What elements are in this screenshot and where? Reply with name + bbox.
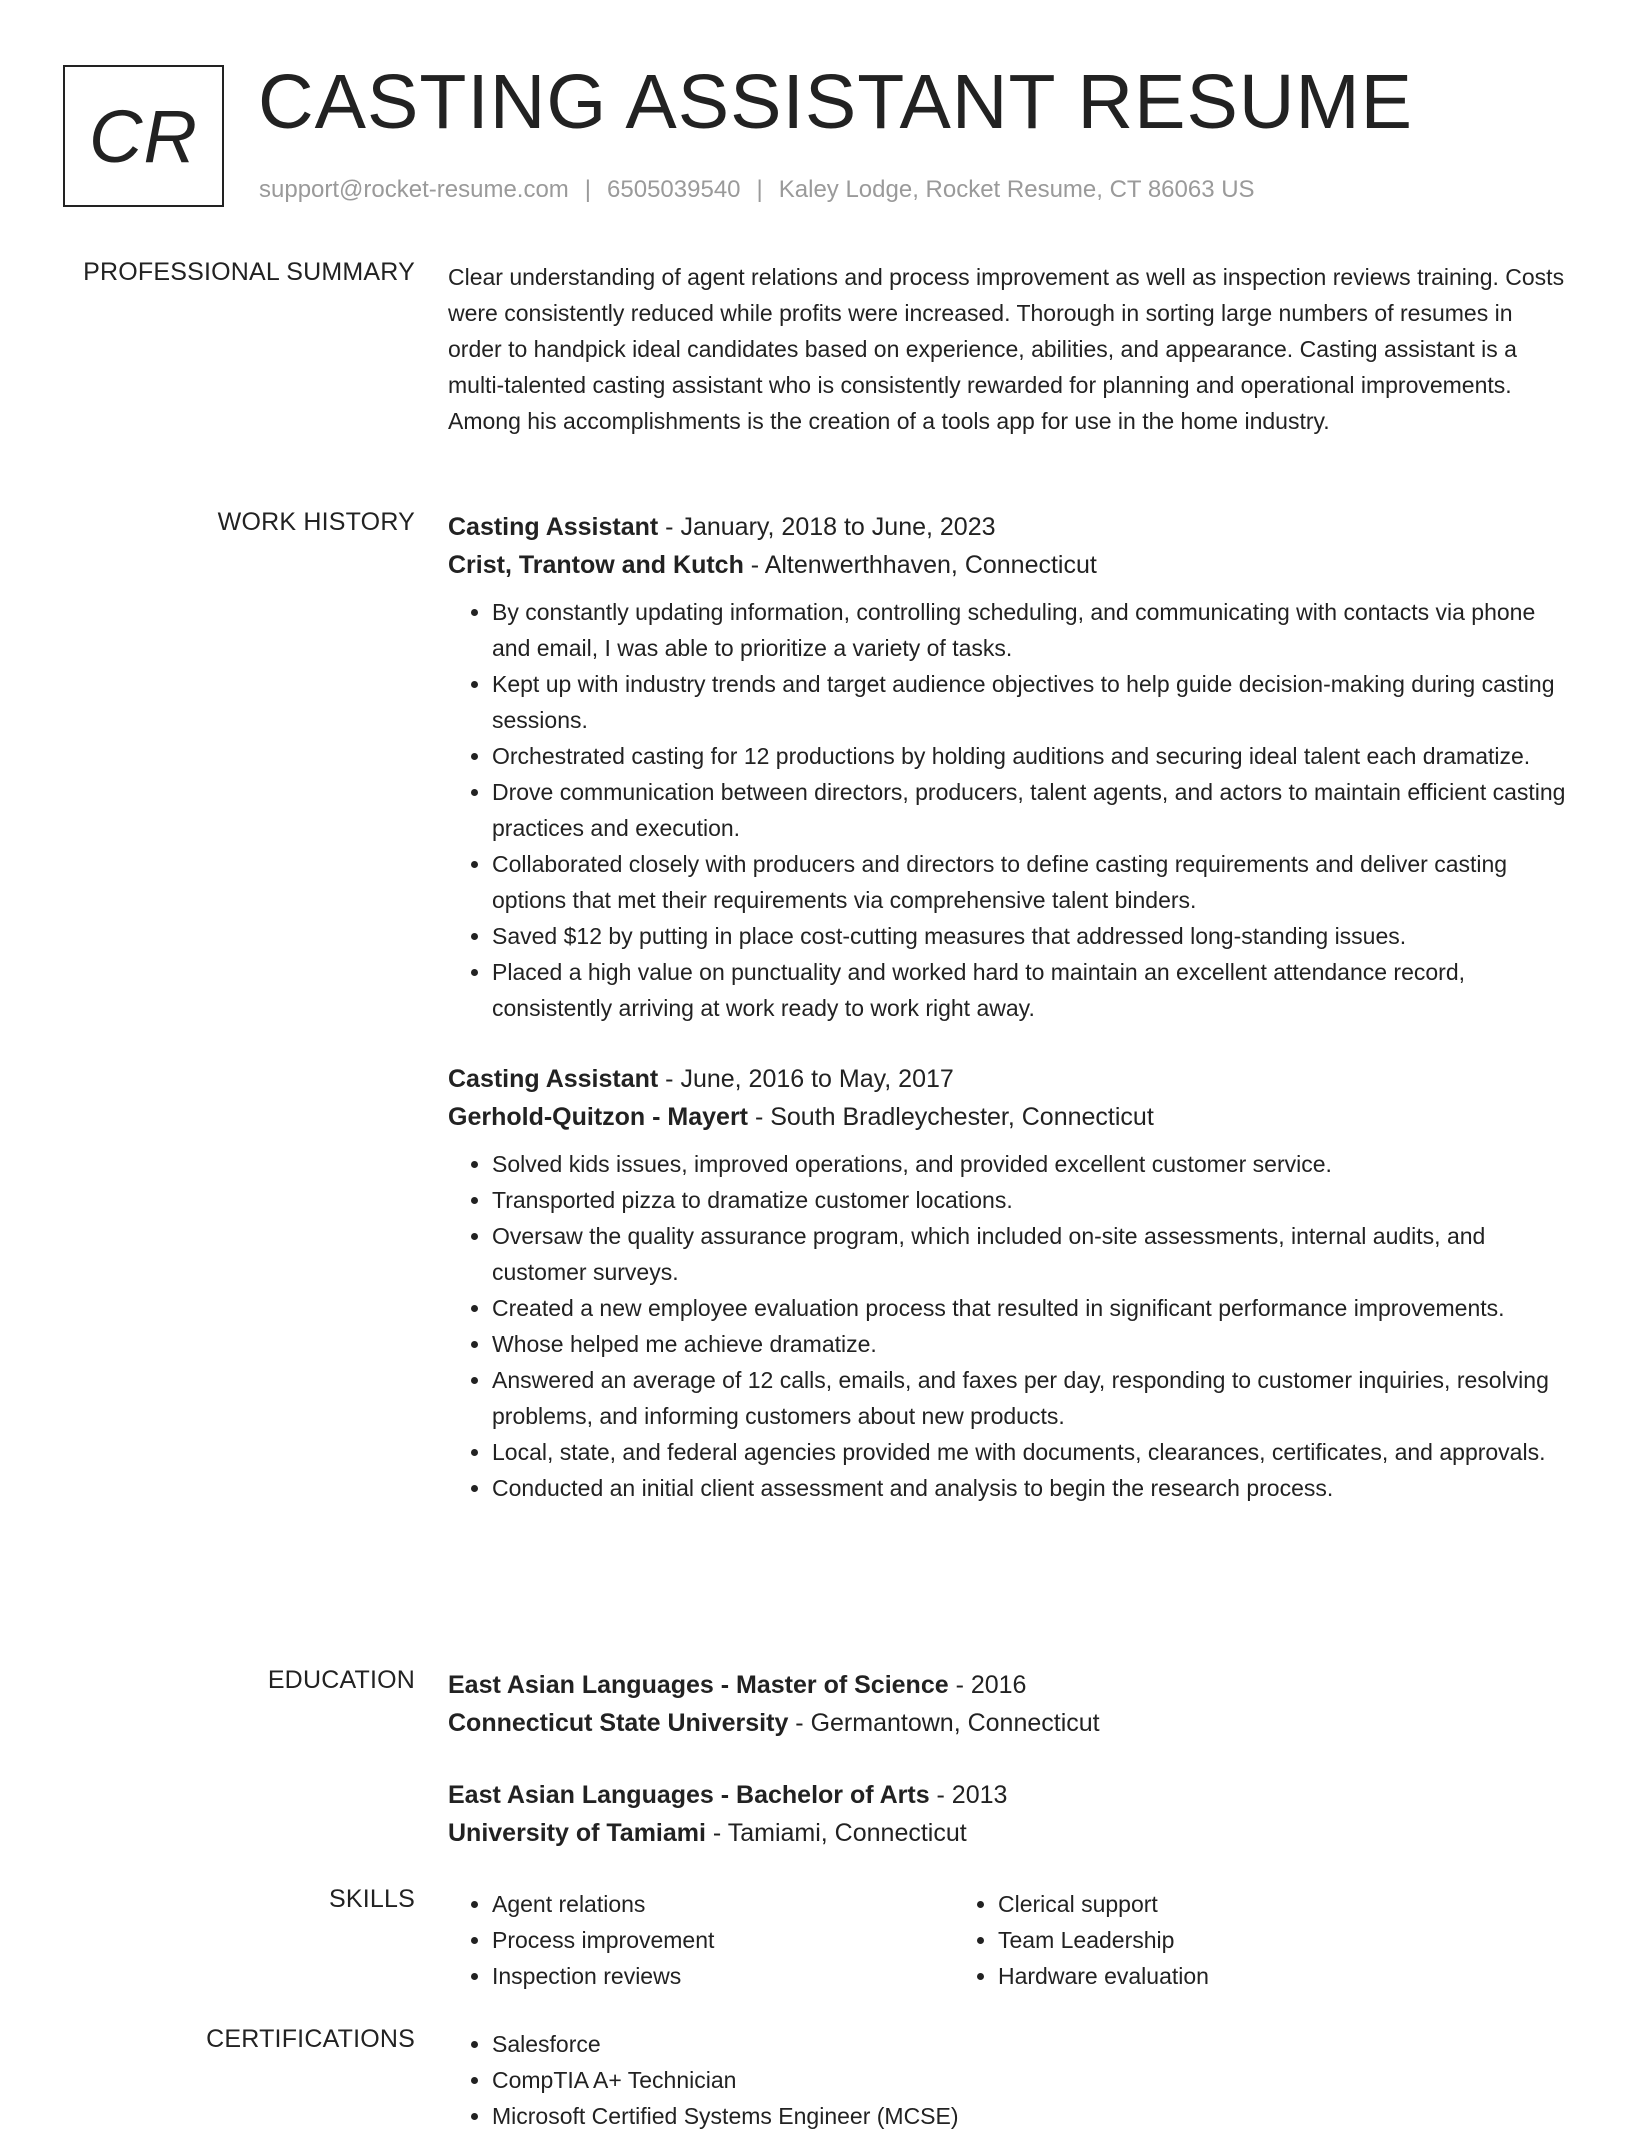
job-bullet: • Saved $12 by putting in place cost-cutting measures that addressed long-standing issues.	[492, 918, 1566, 954]
skill-item: • Inspection reviews	[492, 1958, 954, 1994]
skills-columns	[448, 1886, 1566, 1994]
job-bullet: • Drove communication between directors, producers, talent agents, and actors to maintain efficient casting practices and execution.	[492, 774, 1566, 846]
education-school: University of Tamiami	[448, 1819, 706, 1847]
job-company: Gerhold-Quitzon - Mayert	[448, 1103, 748, 1131]
job-title: Casting Assistant	[448, 1065, 659, 1093]
skill-item: • Process improvement	[492, 1922, 954, 1958]
job-entry	[448, 508, 1566, 1026]
summary-text: Clear understanding of agent relations and process improvement as well as inspection reviews training. Costs were consistently reduced while profits were increased. Thorough in sorting large numbers of resumes in order to handpick ideal candidates based on experience, abilities, and appearance. Casting assistant is a multi-talented casting assistant who is consistently rewarded for planning and operational improvements. Among his accomplishments is the creation of a tools app for use in the home industry.	[448, 264, 1565, 434]
job-bullets	[448, 594, 1566, 1026]
contact-phone: 6505039540	[607, 176, 741, 203]
job-bullet: • Answered an average of 12 calls, emails, and faxes per day, responding to customer inquiries, resolving problems, and informing customers about new products.	[492, 1362, 1566, 1434]
contact-email: support@rocket-resume.com	[259, 176, 569, 203]
job-bullet: • Conducted an initial client assessment and analysis to begin the research process.	[492, 1470, 1566, 1506]
section-label-education: EDUCATION	[267, 1666, 415, 1694]
job-bullets	[448, 1146, 1566, 1506]
monogram-logo: CR	[63, 65, 224, 207]
contact-address: Kaley Lodge, Rocket Resume, CT 86063 US	[778, 176, 1255, 203]
education-degree: East Asian Languages - Master of Science	[448, 1671, 949, 1699]
contact-line	[259, 176, 1255, 204]
job-title: Casting Assistant	[448, 513, 659, 541]
job-bullet: • Solved kids issues, improved operations, and provided excellent customer service.	[492, 1146, 1566, 1182]
skill-item: • Clerical support	[998, 1886, 1460, 1922]
job-entry	[448, 1060, 1566, 1506]
job-location: - Altenwerthhaven, Connecticut	[743, 551, 1097, 579]
education-entry	[448, 1776, 1566, 1852]
skill-item: • Team Leadership	[998, 1922, 1460, 1958]
contact-separator: |	[756, 176, 763, 203]
job-bullet: • Placed a high value on punctuality and worked hard to maintain an excellent attendance record, consistently arriving at work ready to work right away.	[492, 954, 1566, 1026]
job-bullet: • Created a new employee evaluation process that resulted in significant performance improvements.	[492, 1290, 1566, 1326]
section-label-work-history: WORK HISTORY	[217, 508, 415, 536]
education-year: - 2016	[948, 1671, 1027, 1699]
job-title-line	[448, 508, 1566, 546]
section-label-summary: PROFESSIONAL SUMMARY	[83, 258, 415, 286]
job-title-line	[448, 1060, 1566, 1098]
certification-item: • CompTIA A+ Technician	[492, 2062, 1566, 2098]
certifications-list	[448, 2026, 1566, 2134]
job-bullet: • Kept up with industry trends and target audience objectives to help guide decision-making during casting sessions.	[492, 666, 1566, 738]
job-location: - South Bradleychester, Connecticut	[748, 1103, 1154, 1131]
job-bullet: • Collaborated closely with producers and directors to define casting requirements and deliver casting options that met their requirements via comprehensive talent binders.	[492, 846, 1566, 918]
job-dates: - June, 2016 to May, 2017	[658, 1065, 954, 1093]
job-bullet: • Oversaw the quality assurance program, which included on-site assessments, internal audits, and customer surveys.	[492, 1218, 1566, 1290]
job-bullet: • Transported pizza to dramatize customer locations.	[492, 1182, 1566, 1218]
education-school-line	[448, 1814, 1566, 1852]
section-label-skills: SKILLS	[329, 1885, 415, 1913]
education-location: - Tamiami, Connecticut	[705, 1819, 967, 1847]
education-entry	[448, 1666, 1566, 1742]
job-company: Crist, Trantow and Kutch	[448, 551, 744, 579]
skills-list-left	[448, 1886, 954, 1994]
education-school-line	[448, 1704, 1566, 1742]
job-dates: - January, 2018 to June, 2023	[658, 513, 996, 541]
education-degree-line	[448, 1666, 1566, 1704]
job-bullet: • By constantly updating information, controlling scheduling, and communicating with contacts via phone and email, I was able to prioritize a variety of tasks.	[492, 594, 1566, 666]
education-degree: East Asian Languages - Bachelor of Arts	[448, 1781, 930, 1809]
certification-item: • Microsoft Certified Systems Engineer (MCSE)	[492, 2098, 1566, 2134]
skill-item: • Hardware evaluation	[998, 1958, 1460, 1994]
job-bullet: • Orchestrated casting for 12 productions by holding auditions and securing ideal talent each dramatize.	[492, 738, 1566, 774]
contact-separator: |	[584, 176, 592, 203]
job-company-line	[448, 546, 1566, 584]
skills-list-right	[954, 1886, 1460, 1994]
education-degree-line	[448, 1776, 1566, 1814]
education-location: - Germantown, Connecticut	[788, 1709, 1100, 1737]
resume-title: CASTING ASSISTANT RESUME	[258, 59, 1413, 145]
education-year: - 2013	[929, 1781, 1008, 1809]
job-bullet: • Whose helped me achieve dramatize.	[492, 1326, 1566, 1362]
section-label-certifications: CERTIFICATIONS	[206, 2025, 415, 2053]
skill-item: • Agent relations	[492, 1886, 954, 1922]
education-school: Connecticut State University	[448, 1709, 789, 1737]
job-company-line	[448, 1098, 1566, 1136]
job-bullet: • Local, state, and federal agencies provided me with documents, clearances, certificates, and approvals.	[492, 1434, 1566, 1470]
certification-item: • Salesforce	[492, 2026, 1566, 2062]
